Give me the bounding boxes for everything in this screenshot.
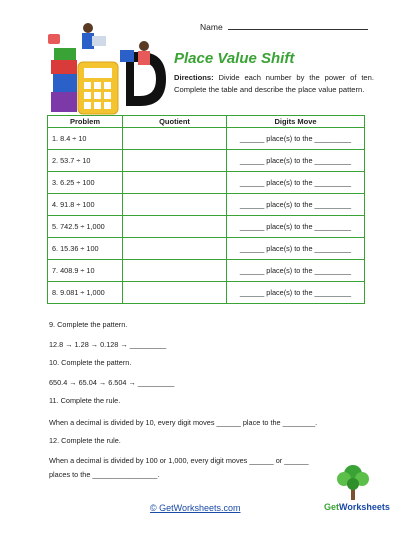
- table-row: [48, 150, 365, 172]
- getworksheets-logo: [322, 460, 390, 518]
- problem-cell: 2. 53.7 ÷ 10: [48, 150, 123, 172]
- quotient-answer-cell[interactable]: [123, 172, 227, 194]
- problem-table: [47, 115, 365, 304]
- directions-text: [174, 72, 374, 96]
- logo-text-worksheets: Worksheets: [339, 502, 390, 512]
- question-11-rule[interactable]: When a decimal is divided by 10, every digit moves ______ place to the ________.: [49, 418, 318, 427]
- digits-move-cell[interactable]: ______ place(s) to the _________: [227, 150, 365, 172]
- worksheet-title: Place Value Shift: [174, 50, 295, 67]
- digits-move-cell[interactable]: ______ place(s) to the _________: [227, 128, 365, 150]
- table-row: [48, 238, 365, 260]
- table-row: [48, 172, 365, 194]
- name-label: Name: [200, 22, 223, 32]
- digits-move-cell[interactable]: ______ place(s) to the _________: [227, 216, 365, 238]
- digits-move-cell[interactable]: ______ place(s) to the _________: [227, 238, 365, 260]
- question-12-rule-line-1[interactable]: When a decimal is divided by 100 or 1,000, every digit moves ______ or ______: [49, 456, 309, 465]
- quotient-answer-cell[interactable]: [123, 216, 227, 238]
- logo-text-get: Get: [324, 502, 340, 512]
- question-9-title: 9. Complete the pattern.: [49, 320, 128, 329]
- header-problem: Problem: [48, 116, 123, 128]
- quotient-answer-cell[interactable]: [123, 238, 227, 260]
- header-quotient: Quotient: [123, 116, 227, 128]
- digits-move-cell[interactable]: ______ place(s) to the _________: [227, 194, 365, 216]
- directions-body: Divide each number by the power of ten. Complete the table and describe the place value pattern.: [174, 73, 374, 94]
- table-header-row: [48, 116, 365, 128]
- person-icon: [83, 23, 93, 33]
- problem-cell: 4. 91.8 ÷ 100: [48, 194, 123, 216]
- name-field-row: [200, 22, 368, 32]
- footer-link[interactable]: © GetWorksheets.com: [150, 503, 241, 513]
- table-row: [48, 194, 365, 216]
- quotient-answer-cell[interactable]: [123, 194, 227, 216]
- problem-cell: 5. 742.5 ÷ 1,000: [48, 216, 123, 238]
- question-10-pattern[interactable]: 650.4 → 65.04 → 6.504 → _________: [49, 378, 175, 387]
- question-12-title: 12. Complete the rule.: [49, 436, 121, 445]
- digits-move-cell[interactable]: ______ place(s) to the _________: [227, 260, 365, 282]
- digits-move-cell[interactable]: ______ place(s) to the _________: [227, 282, 365, 304]
- question-10-title: 10. Complete the pattern.: [49, 358, 132, 367]
- question-12-rule-line-2[interactable]: places to the ________________.: [49, 470, 160, 479]
- quotient-answer-cell[interactable]: [123, 260, 227, 282]
- digits-move-cell[interactable]: ______ place(s) to the _________: [227, 172, 365, 194]
- problem-cell: 1. 8.4 ÷ 10: [48, 128, 123, 150]
- table-row: [48, 128, 365, 150]
- book-stack-icon: [51, 92, 77, 112]
- table-row: [48, 216, 365, 238]
- problem-cell: 7. 408.9 ÷ 10: [48, 260, 123, 282]
- quotient-answer-cell[interactable]: [123, 128, 227, 150]
- question-9-pattern[interactable]: 12.8 → 1.28 → 0.128 → _________: [49, 340, 167, 349]
- name-blank-line[interactable]: [228, 22, 368, 30]
- directions-label: Directions:: [174, 73, 214, 82]
- problem-cell: 3. 6.25 ÷ 100: [48, 172, 123, 194]
- problem-cell: 8. 9.081 ÷ 1,000: [48, 282, 123, 304]
- header-digits-move: Digits Move: [227, 116, 365, 128]
- table-row: [48, 282, 365, 304]
- svg-text:GetWorksheets: [324, 502, 390, 512]
- problem-cell: 6. 15.36 ÷ 100: [48, 238, 123, 260]
- table-row: [48, 260, 365, 282]
- quotient-answer-cell[interactable]: [123, 282, 227, 304]
- quotient-answer-cell[interactable]: [123, 150, 227, 172]
- question-11-title: 11. Complete the rule.: [49, 396, 121, 405]
- worksheet-illustration: [48, 22, 168, 116]
